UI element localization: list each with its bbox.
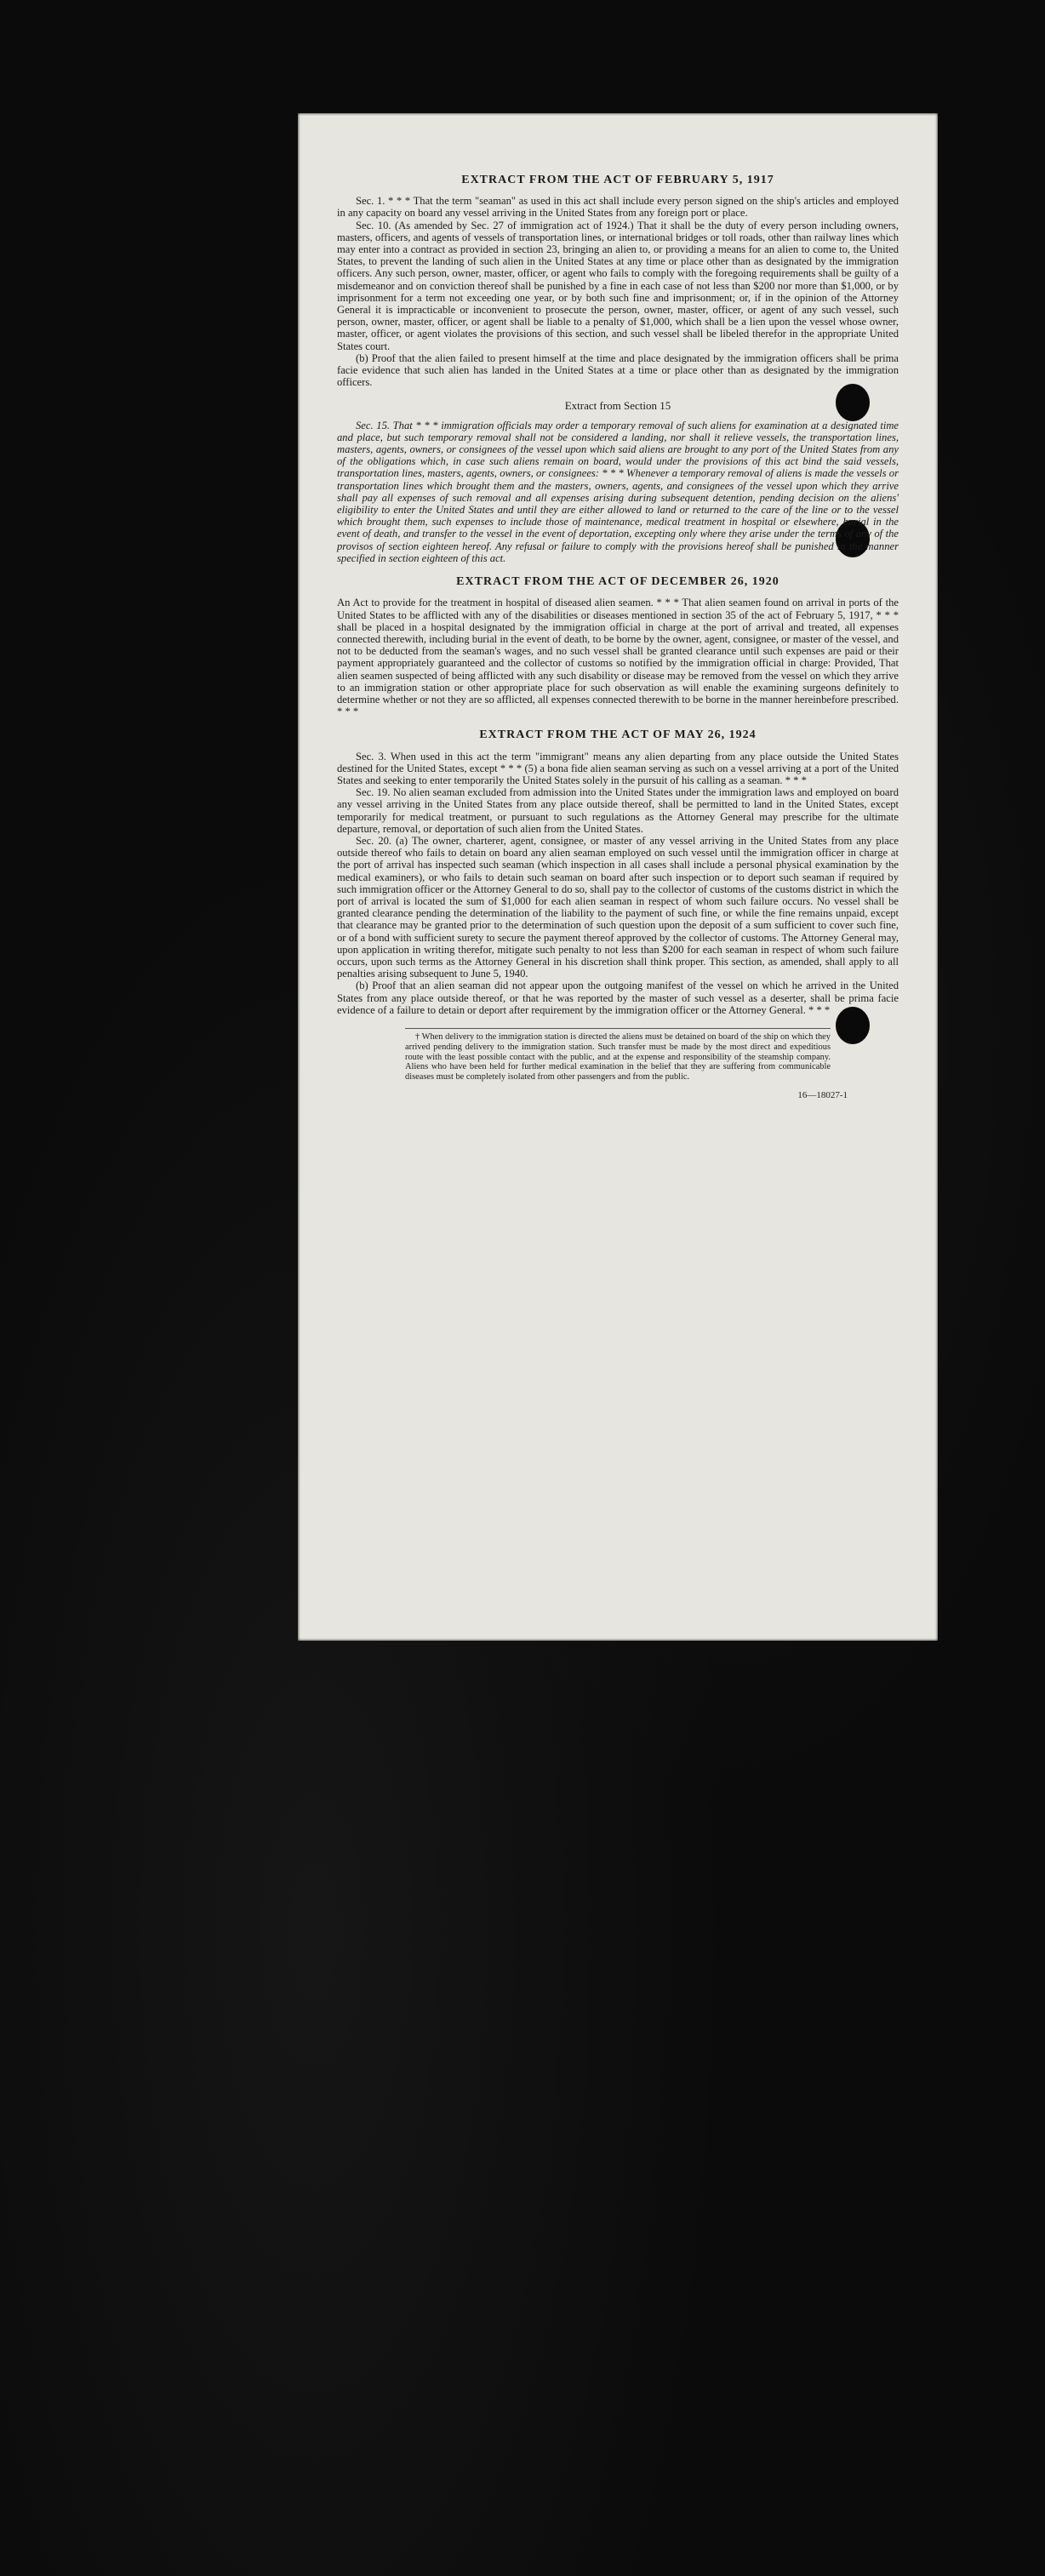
document-body: [337, 174, 899, 1101]
paragraph: Sec. 20. (a) The owner, charterer, agent, consignee, or master of any vessel arriving in the United States from any place outside thereof who fails to detain on board any alien seaman employed on such vessel until the immigration officer in charge at the port of arrival has inspected such seaman (which inspection in all cases shall include a personal physical examination by the medical examiners), or who fails to detain such seaman on board after such inspection or to deport such seaman if required by such immigration officer or the Attorney General to do so, shall pay to the collector of customs of the customs district in which the port of arrival is located the sum of $1,000 for each alien seaman in respect of whom such failure occurs. No vessel shall be granted clearance pending the determination of the liability to the payment of such fine, or while the fine remains unpaid, except that clearance may be granted prior to the determination of such question upon the deposit of a sum sufficient to cover such fine, or of a bond with sufficient surety to secure the payment thereof approved by the collector of customs. The Attorney General may, upon application in writing therefor, mitigate such penalty to not less than $200 for each seaman in respect of whom such failure occurs, upon such terms as the Attorney General in his discretion shall think proper. This section, as amended, shall apply to all penalties arising subsequent to June 5, 1940.: [337, 834, 899, 980]
section-heading: EXTRACT FROM THE ACT OF FEBRUARY 5, 1917: [461, 174, 774, 186]
section-act-1924: [337, 729, 899, 1016]
section-act-1920: [337, 576, 899, 717]
paragraph: Sec. 1. * * * That the term "seaman" as used in this act shall include every person signed on the ship's articles and employed in any capacity on board any vessel arriving in the United States from any foreign port or place.: [337, 195, 899, 220]
section-heading: Extract from Section 15: [564, 399, 671, 413]
section-heading: EXTRACT FROM THE ACT OF MAY 26, 1924: [479, 728, 757, 742]
paragraph: (b) Proof that an alien seaman did not appear upon the outgoing manifest of the vessel on which he arrived in the United States from any place outside thereof, or that he was reported by the master of such vessel as a deserter, shall be prima facie evidence of a failure to detain or deport after requirement by the immigration officer or the Attorney General. * * *: [337, 980, 899, 1016]
paragraph: Sec. 19. No alien seaman excluded from admission into the United States under the immigration laws and employed on board any vessel arriving in the United States from any place outside thereof, shall be permitted to land in the United States, except temporarily for medical treatment, or pursuant to such regulations as the Attorney General may prescribe for the ultimate departure, removal, or deportation of such alien from the United States.: [337, 786, 899, 835]
footnote-text: † When delivery to the immigration station is directed the aliens must be detained on board of the ship on which they arrived pending delivery to the immigration station. Such transfer must be made by the most direct and expeditious route with the least possible contact with the public, and at the expense and responsibility of the steamship company. Aliens who have been held for further medical examination in the belief that they are suffering from communicable diseases must be completely isolated from other passengers and from the public.: [405, 1032, 831, 1082]
section-act-1917: [337, 174, 899, 388]
document-page: [298, 113, 938, 1641]
paragraph: Sec. 10. (As amended by Sec. 27 of immigration act of 1924.) That it shall be the duty of every person including owners, masters, officers, and agents of vessels of transportation lines, or international bridges or toll roads, other than railway lines which may enter into a contract as provided in section 23, bringing an alien to, or providing a means for an alien to come to, the United States, to prevent the landing of such alien in the United States at any time or place other than as designated by the immigration officers. Any such person, owner, master, officer, or agent who fails to comply with the foregoing requirements shall be guilty of a misdemeanor and on conviction thereof shall be punished by a fine in each case of not less than $200 nor more than $1,000, or by imprisonment for a term not exceeding one year, or by both such fine and imprisonment; or, if in the opinion of the Attorney General it is impracticable or inconvenient to prosecute the person, owner, master, officer, or agent of any such vessel, such person, owner, master, officer, or agent shall be liable to a penalty of $1,000, which shall be a lien upon the vessel whose owner, master, officer, or agent violates the provisions of this section, and such vessel shall be libeled therefor in the appropriate United States court.: [337, 219, 899, 352]
paragraph: Sec. 15. That * * * immigration officials may order a temporary removal of such aliens for examination at a designated time and place, but such temporary removal shall not be considered a landing, nor shall it relieve vessels, the transportation lines, masters, agents, owners, or consignees of the vessel upon which said aliens are brought to any port of the United States from any of the obligations which, in case such aliens remain on board, would under the provisions of this act bind the said vessels, transportation lines, masters, agents, owners, or consignees: * * * Whenever a temporary removal of aliens is made the vessels or transportation lines which brought them and the masters, owners, agents, and consignees of the vessel upon which they arrive shall pay all expenses of such removal and all expenses arising during subsequent detention, pending decision on the aliens' eligibility to enter the United States and until they are either allowed to land or returned to the care of the line or to the vessel which brought them, such expenses to include those of maintenance, medical treatment in hospital or elsewhere, burial in the event of death, and transfer to the vessel in the event of deportation, excepting only where they arise under the terms of any of the provisos of section eighteen hereof. Any refusal or failure to comply with the provisions hereof shall be punished in the manner specified in section eighteen of this act.: [337, 419, 899, 564]
paragraph: (b) Proof that the alien failed to present himself at the time and place designated by the immigration officers shall be prima facie evidence that such alien has landed in the United States at a time or place other than as designated by the immigration officers.: [337, 351, 899, 389]
footnote: [405, 1028, 831, 1082]
form-number: 16—18027-1: [797, 1089, 848, 1100]
section-extract-15: [337, 400, 899, 564]
paragraph: Sec. 3. When used in this act the term "immigrant" means any alien departing from any place outside the United States destined for the United States, except * * * (5) a bona fide alien seaman serving as such on a vessel arriving at a port of the United States and seeking to enter temporarily the United States solely in the pursuit of his calling as a seaman. * * *: [337, 750, 899, 786]
section-heading: EXTRACT FROM THE ACT OF DECEMBER 26, 1920: [456, 575, 779, 589]
paragraph: An Act to provide for the treatment in hospital of diseased alien seamen. * * * That alien seamen found on arrival in ports of the United States to be afflicted with any of the disabilities or diseases mentioned in section 35 of the act of February 5, 1917, * * * shall be placed in a hospital designated by the immigration official in charge at the port of arrival and treated, all expenses connected therewith, including burial in the event of death, to be borne by the owner, agent, consignee, or master of the vessel, and not to be deducted from the seaman's wages, and no such vessel shall be granted clearance until such expenses are paid or their payment appropriately guaranteed and the collector of customs so notified by the immigration official in charge: Provided, That alien seamen suspected of being afflicted with any such disability or disease may be removed from the vessel on which they arrive to an immigration station or other appropriate place for such observation as will enable the examining surgeons definitely to determine whether or not they are so afflicted, all expenses connected therewith to be borne in the manner hereinbefore prescribed. * * *: [337, 597, 899, 718]
